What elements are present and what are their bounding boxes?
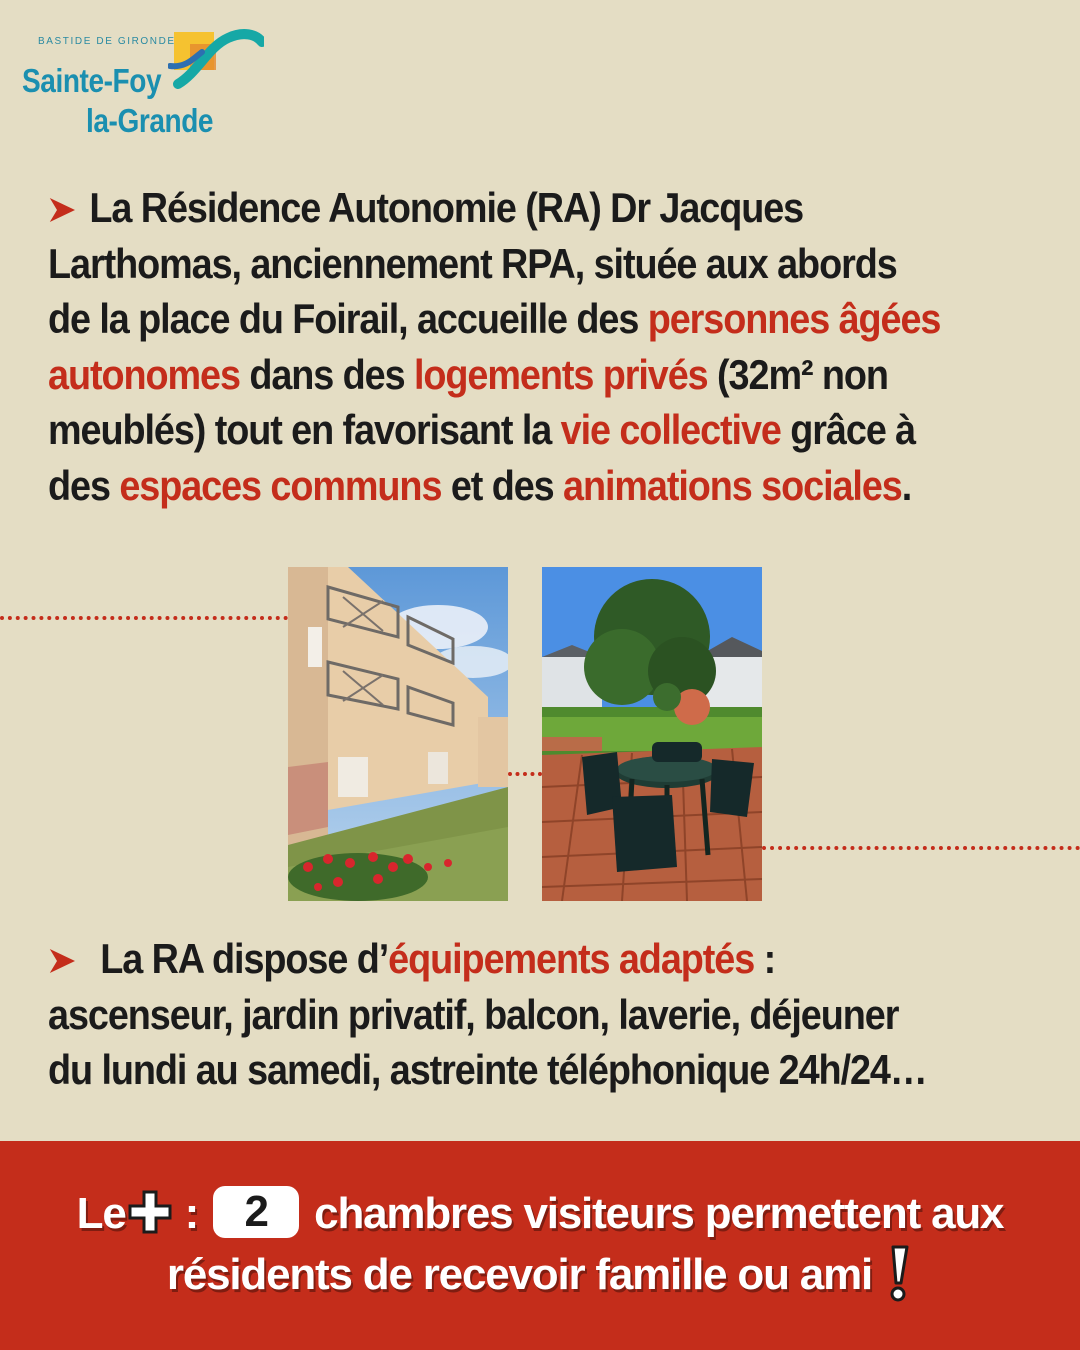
banner-le: Le — [76, 1189, 126, 1238]
logo-name-line1: Sainte-Foy — [22, 62, 162, 99]
highlight-personnes-agees: personnes âgées autonomes — [48, 295, 941, 398]
highlight-logements: logements privés — [413, 350, 708, 398]
intro-text-3: (32m² non meublés) tout en favorisant la — [48, 350, 888, 453]
logo-mark-icon — [168, 22, 264, 92]
logo-name-line2: la-Grande — [86, 102, 214, 139]
highlight-espaces-communs: espaces communs — [119, 461, 442, 509]
intro-text-2: dans des — [239, 350, 414, 398]
banner-text — [0, 1185, 1080, 1304]
equipment-paragraph — [48, 931, 948, 1098]
banner-text-1: chambres visiteurs permettent aux — [314, 1189, 1004, 1238]
garden-terrace-photo — [542, 567, 762, 901]
banner-line-2 — [0, 1243, 1080, 1304]
plus-icon — [126, 1188, 174, 1236]
highlight-vie-collective: vie collective — [560, 406, 781, 453]
exclamation-icon — [883, 1243, 913, 1303]
intro-text-5: et des — [441, 461, 564, 509]
banner-line-1 — [0, 1185, 1080, 1243]
intro-text-6: . — [901, 461, 912, 509]
highlight-equipements: équipements adaptés — [388, 935, 755, 982]
logo-tagline: BASTIDE DE GIRONDE — [38, 36, 176, 47]
intro-paragraph — [48, 180, 948, 513]
logo — [22, 22, 262, 142]
chevron-arrow-icon — [48, 947, 80, 975]
highlight-animations: animations sociales — [563, 461, 902, 509]
building-photo — [288, 567, 508, 901]
visitor-rooms-count: 2 — [213, 1186, 299, 1238]
dotted-line-left — [0, 616, 288, 620]
equipment-text-2: : ascenseur, jardin privatif, balcon, laverie, déjeuner du lundi au samedi, astreinte téléphonique 24h/24… — [48, 935, 927, 1093]
equipment-text-1: La RA dispose d’ — [100, 935, 389, 982]
dotted-line-right — [762, 846, 1080, 850]
intro-text-4: grâce à des — [48, 406, 916, 509]
chevron-arrow-icon — [48, 196, 80, 224]
banner-colon: : — [184, 1189, 199, 1238]
intro-text-1: La Résidence Autonomie (RA) Dr Jacques Larthomas, anciennement RPA, située aux abords de la place du Foirail, accueille des — [48, 184, 897, 342]
banner-text-2: résidents de recevoir famille ou ami — [166, 1250, 873, 1299]
dotted-line-middle — [508, 772, 542, 776]
bottom-banner — [0, 1141, 1080, 1350]
